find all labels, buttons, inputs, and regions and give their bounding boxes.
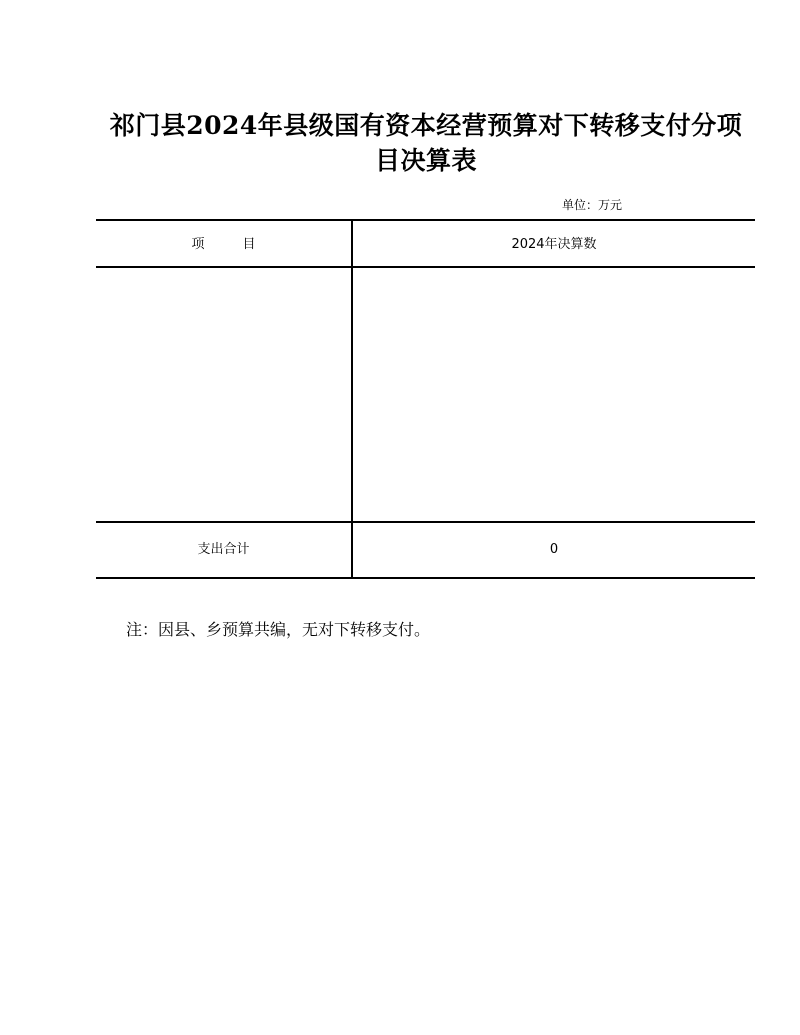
header-item-label-part1: 项 <box>191 237 205 252</box>
page-title: 祁门县2024年县级国有资本经营预算对下转移支付分项目决算表 <box>109 111 743 175</box>
column-divider <box>351 219 353 578</box>
table-top-border <box>96 219 755 221</box>
header-bottom-border <box>96 266 755 268</box>
total-row-label: 支出合计 <box>197 542 250 557</box>
budget-table <box>96 219 755 579</box>
unit-label: 单位：万元 <box>562 198 623 212</box>
footnote: 注：因县、乡预算共编，无对下转移支付。 <box>126 620 431 639</box>
header-item-column <box>96 236 351 254</box>
header-item-label-part2: 目 <box>242 237 256 252</box>
total-row-value: 0 <box>549 542 559 557</box>
total-row-top-border <box>96 521 755 523</box>
header-value-column: 2024年决算数 <box>511 237 597 252</box>
table-bottom-border <box>96 577 755 579</box>
